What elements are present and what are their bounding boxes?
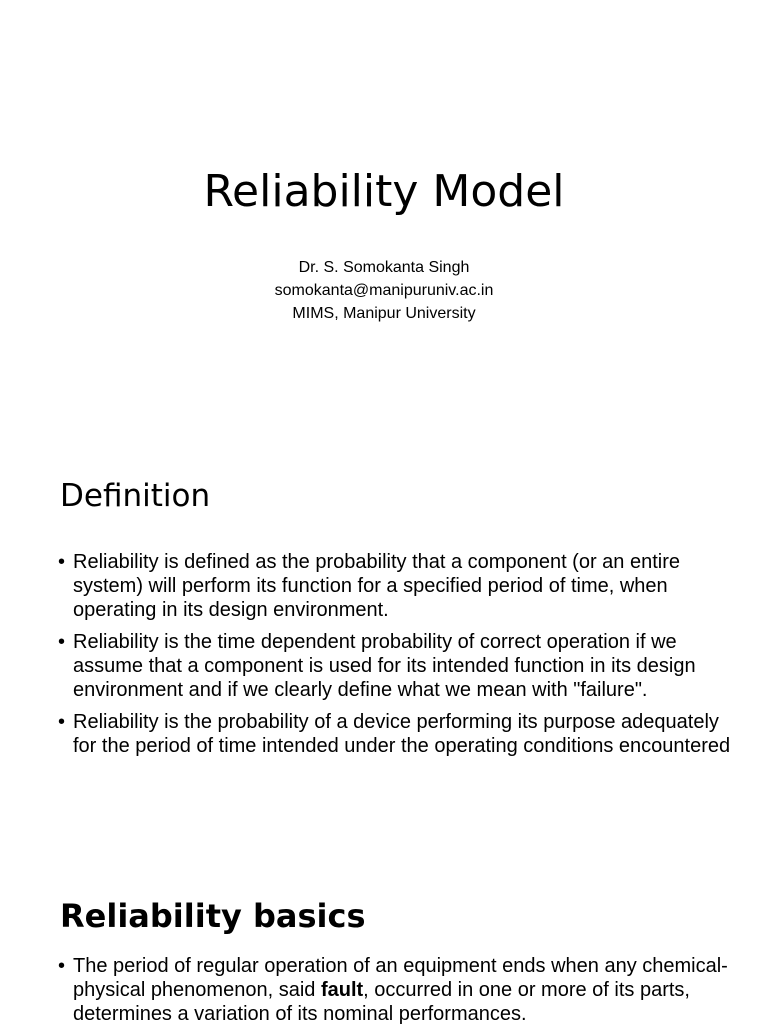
- bullet-item: [58, 630, 738, 702]
- slide-heading: Definition: [60, 478, 211, 514]
- bullet-list: [58, 954, 738, 1034]
- author-email: somokanta@manipuruniv.ac.in: [274, 282, 494, 299]
- bold-term: fault: [320, 979, 364, 1001]
- bullet-text: Reliability is defined as the probability that a component (or an entire system) will perform its function for a specified period of time, when operating in its design environment.: [73, 551, 681, 621]
- bullet-dot: •: [58, 551, 66, 573]
- author-name: Dr. S. Somokanta Singh: [298, 259, 470, 276]
- bullet-text-before: The period of regular operation of an equipment ends when any chemical-physical phenomenon, said: [73, 955, 728, 1001]
- bullet-list: [58, 550, 738, 766]
- slide-heading: Reliability basics: [60, 897, 366, 935]
- author-block: [0, 256, 768, 325]
- bullet-dot: •: [58, 711, 66, 733]
- bullet-item: [58, 710, 738, 758]
- bullet-dot: •: [58, 631, 66, 653]
- bullet-dot: •: [58, 955, 66, 977]
- bullet-text-after: , occurred in one or more of its parts, determines a variation of its nominal performances.: [73, 979, 690, 1025]
- reliability-basics-slide: [0, 860, 768, 1024]
- title-slide: [0, 0, 768, 440]
- definition-slide: [0, 440, 768, 860]
- bullet-text: Reliability is the probability of a device performing its purpose adequately for the period of time intended under the operating conditions encountered: [73, 711, 731, 757]
- bullet-item: [58, 550, 738, 622]
- bullet-item: [58, 954, 738, 1026]
- presentation-title: Reliability Model: [203, 166, 565, 217]
- author-affiliation: MIMS, Manipur University: [292, 305, 476, 322]
- bullet-text: Reliability is the time dependent probability of correct operation if we assume that a component is used for its intended function in its design environment and if we clearly define what we mean with "failure".: [73, 631, 696, 701]
